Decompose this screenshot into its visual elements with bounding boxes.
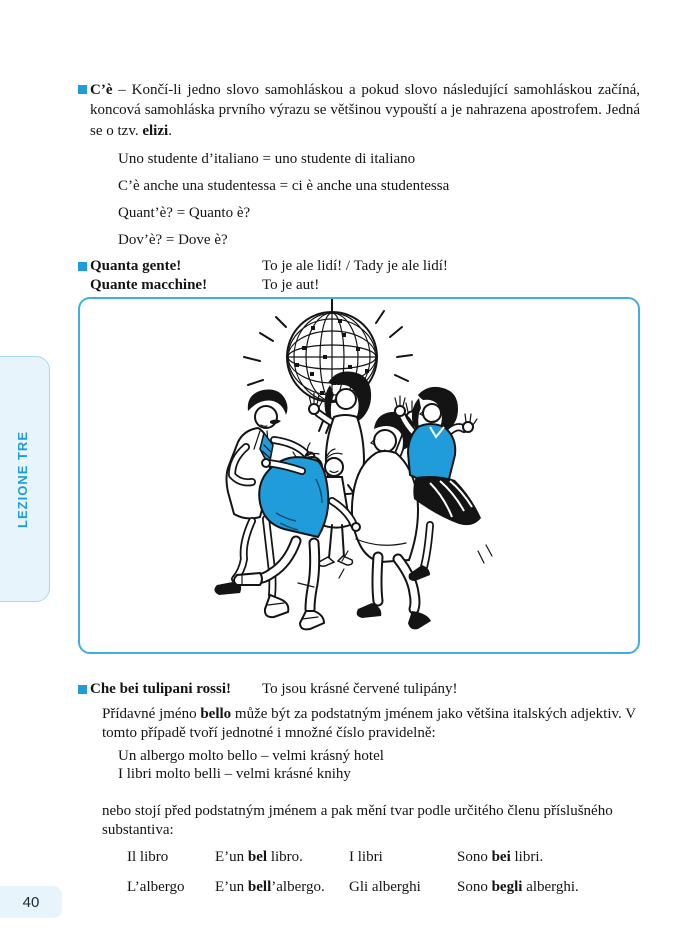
table-cell [215, 848, 349, 867]
elision-lead: C’è [90, 82, 113, 98]
phrase-italian: Quante macchine! [90, 276, 208, 293]
cell-post: libri. [510, 848, 544, 865]
bello-para-post: může být za podstatným jménem jako většina italských adjektiv. V tomto případě tvoří jednotné i množné číslo pravidelně: [102, 705, 636, 742]
cell-pre: E’un [215, 848, 248, 865]
phrase-italian: Quanta gente! [90, 258, 182, 275]
cell-bold: bell [247, 878, 272, 895]
example-line: Uno studente d’italiano = uno studente di italiano [118, 151, 416, 168]
table-cell: I libri [349, 848, 383, 865]
square-bullet-icon [78, 685, 87, 694]
phrase-czech: To je ale lidí! / Tady je ale lidí! [262, 258, 448, 275]
square-bullet-icon [78, 262, 87, 271]
square-bullet-icon [78, 85, 87, 94]
lesson-side-tab [0, 356, 50, 602]
cell-post: ’albergo. [271, 878, 325, 895]
content-column [78, 0, 640, 897]
table-cell: Il libro [127, 848, 169, 865]
lesson-side-tab-label: LEZIONE TRE [14, 430, 30, 528]
phrase-czech: To jsou krásné červené tulipány! [262, 681, 458, 698]
elision-examples [118, 149, 640, 250]
table-cell [457, 878, 640, 897]
cell-post: libro. [267, 848, 303, 865]
dance-illustration-box [78, 297, 640, 654]
phrase-italian: Che bei tulipani rossi! [90, 681, 231, 698]
bello-examples [118, 747, 640, 784]
dancing-people-under-disco-ball-illustration [80, 299, 638, 652]
elision-paragraph [90, 80, 640, 141]
cell-bold: bel [247, 848, 268, 865]
table-cell [215, 878, 349, 897]
elision-body-2: . [168, 122, 172, 139]
page-number: 40 [22, 893, 40, 911]
cell-pre: E’un [215, 878, 248, 895]
cell-bold: begli [491, 878, 523, 895]
cell-post: alberghi. [522, 878, 579, 895]
table-cell: L’albergo [127, 878, 185, 895]
example-line: I libri molto belli – velmi krásné knihy [118, 766, 351, 783]
bello-para-bold: bello [200, 705, 232, 722]
cell-pre: Sono [457, 848, 492, 865]
bello-forms-table [127, 848, 640, 897]
table-cell [457, 848, 640, 867]
example-line: Dov’è? = Dove è? [118, 232, 228, 249]
page-number-tab [0, 886, 62, 918]
quanta-rows [90, 257, 640, 294]
section-quanta [78, 257, 640, 294]
phrase-czech: To je aut! [262, 276, 320, 293]
bello-lead-row [90, 680, 640, 699]
example-line: Quant’è? = Quanto è? [118, 205, 251, 222]
table-cell: Gli alberghi [349, 878, 421, 895]
elision-bold-term: elizi [142, 122, 169, 139]
cell-pre: Sono [457, 878, 492, 895]
example-line: C’è anche una studentessa = ci è anche una studentessa [118, 178, 450, 195]
cell-bold: bei [491, 848, 511, 865]
bello-paragraph [102, 705, 640, 744]
section-elision [78, 80, 640, 250]
example-line: Un albergo molto bello – velmi krásný hotel [118, 747, 384, 764]
section-bello [78, 680, 640, 897]
bello-paragraph-2: nebo stojí před podstatným jménem a pak mění tvar podle určitého členu příslušného substantiva: [102, 802, 613, 839]
bello-para-pre: Přídavné jméno [102, 705, 201, 722]
elision-body-1: – Končí-li jedno slovo samohláskou a pokud slovo následující samohláskou začíná, koncová samohláska prvního výrazu se většinou vypouští a je nahrazena apostrofem. Jedná se o tzv. [90, 82, 640, 139]
